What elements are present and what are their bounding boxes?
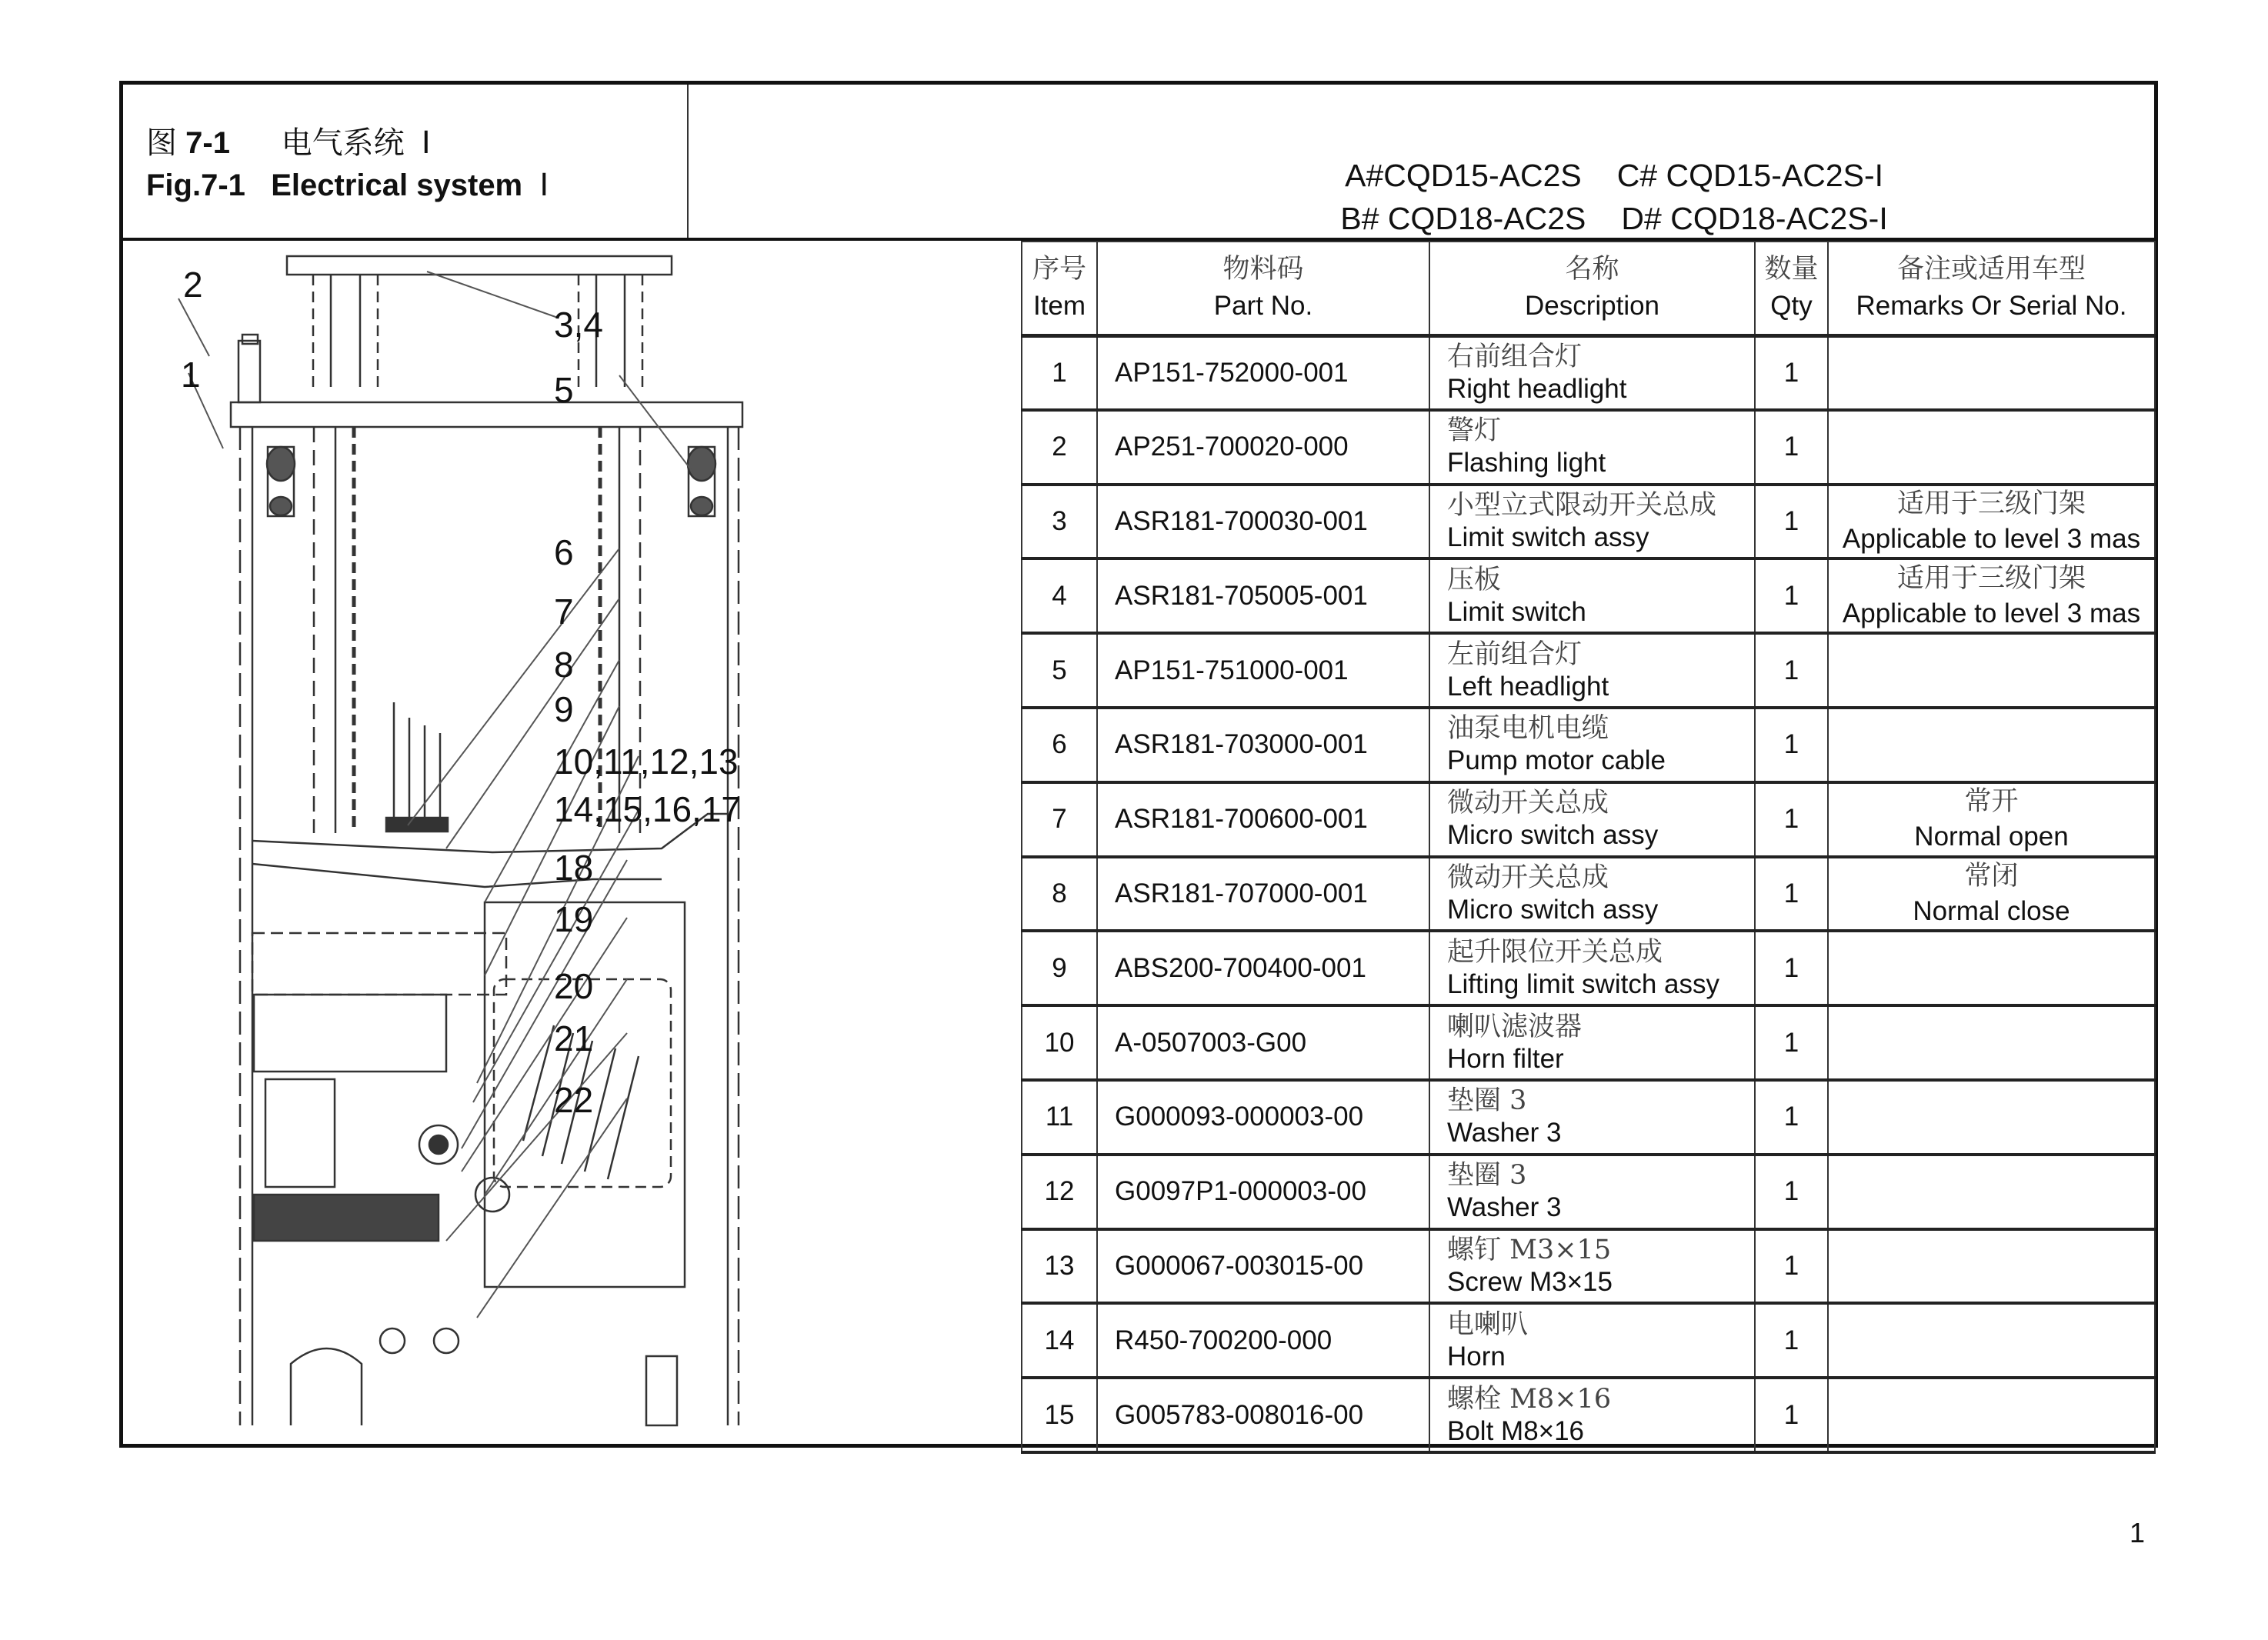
cell-part-no: ASR181-707000-001	[1097, 857, 1429, 932]
cell-part-no: ASR181-700030-001	[1097, 485, 1429, 559]
desc-cn: 微动开关总成	[1447, 788, 1609, 819]
cell-part-no: G0097P1-000003-00	[1097, 1155, 1429, 1229]
cell-remarks	[1828, 1303, 2155, 1378]
desc-en: Horn filter	[1447, 1043, 1564, 1074]
cell-qty: 1	[1755, 410, 1828, 485]
table-header-row	[1022, 242, 2155, 335]
desc-en: Micro switch assy	[1447, 894, 1659, 925]
cell-qty: 1	[1755, 1080, 1828, 1155]
cell-remarks	[1828, 1005, 2155, 1080]
cell-qty: 1	[1755, 782, 1828, 857]
figure-title-block	[123, 85, 689, 238]
table-row	[1022, 1229, 2155, 1304]
cell-qty: 1	[1755, 931, 1828, 1005]
desc-en: Screw M3×15	[1447, 1266, 1613, 1297]
cell-part-no: AP151-751000-001	[1097, 633, 1429, 708]
cell-remarks	[1828, 485, 2155, 559]
desc-cn: 油泵电机电缆	[1447, 713, 1609, 745]
desc-cn: 起升限位开关总成	[1447, 936, 1663, 968]
cell-item: 4	[1022, 558, 1097, 633]
cell-part-no: R450-700200-000	[1097, 1303, 1429, 1378]
table-row	[1022, 410, 2155, 485]
cell-part-no: ASR181-700600-001	[1097, 782, 1429, 857]
callout-5: 5	[554, 370, 574, 410]
desc-en: Lifting limit switch assy	[1447, 968, 1719, 999]
cell-item: 14	[1022, 1303, 1097, 1378]
desc-cn: 喇叭滤波器	[1447, 1011, 1583, 1042]
remark-en: Applicable to level 3 mas	[1842, 523, 2141, 554]
cell-part-no: A-0507003-G00	[1097, 1005, 1429, 1080]
cell-qty: 1	[1755, 485, 1828, 559]
callout-18: 18	[554, 848, 594, 888]
callout-6: 6	[554, 532, 574, 572]
applicable-models	[689, 85, 2154, 238]
desc-cn: 压板	[1447, 564, 1502, 595]
table-row	[1022, 633, 2155, 708]
table-row	[1022, 1155, 2155, 1229]
table-row	[1022, 335, 2155, 410]
model-b: B# CQD18-AC2S	[1340, 201, 1586, 236]
cell-qty: 1	[1755, 1378, 1828, 1452]
desc-en: Limit switch	[1447, 596, 1586, 627]
cell-qty: 1	[1755, 1155, 1828, 1229]
cell-remarks	[1828, 1229, 2155, 1304]
desc-en: Flashing light	[1447, 448, 1606, 478]
cell-item: 9	[1022, 931, 1097, 1005]
cell-description	[1429, 1378, 1755, 1452]
cell-part-no: G000093-000003-00	[1097, 1080, 1429, 1155]
table-row	[1022, 558, 2155, 633]
cell-remarks	[1828, 782, 2155, 857]
cell-qty: 1	[1755, 1005, 1828, 1080]
callout-21: 21	[554, 1018, 594, 1058]
remark-en: Applicable to level 3 mas	[1842, 598, 2141, 628]
cell-item: 11	[1022, 1080, 1097, 1155]
forklift-schematic-icon	[123, 241, 1021, 1444]
desc-cn: 小型立式限动开关总成	[1447, 489, 1717, 521]
parts-table	[1021, 241, 2156, 1454]
desc-cn: 右前组合灯	[1447, 341, 1583, 372]
cell-qty: 1	[1755, 1303, 1828, 1378]
desc-cn: 螺钉 M3×15	[1447, 1234, 1612, 1265]
cell-item: 3	[1022, 485, 1097, 559]
cell-remarks	[1828, 708, 2155, 782]
callout-20: 20	[554, 966, 594, 1006]
cell-description	[1429, 410, 1755, 485]
desc-en: Micro switch assy	[1447, 820, 1659, 851]
table-row	[1022, 1303, 2155, 1378]
page-number: 1	[2130, 1517, 2146, 1548]
cell-description	[1429, 708, 1755, 782]
cell-description	[1429, 1005, 1755, 1080]
callout-10-13: 10,11,12,13	[554, 742, 739, 782]
cell-description	[1429, 558, 1755, 633]
cell-description	[1429, 1155, 1755, 1229]
model-c: C# CQD15-AC2S-I	[1616, 158, 1884, 193]
table-row	[1022, 1005, 2155, 1080]
table-body	[1022, 335, 2155, 1452]
col-header-description: 名称 Description	[1429, 242, 1755, 335]
desc-en: Limit switch assy	[1447, 522, 1649, 552]
callout-7: 7	[554, 592, 574, 632]
cell-qty: 1	[1755, 708, 1828, 782]
remark-en: Normal close	[1913, 895, 2070, 926]
cell-part-no: ABS200-700400-001	[1097, 931, 1429, 1005]
desc-cn: 警灯	[1447, 415, 1502, 447]
cell-description	[1429, 931, 1755, 1005]
desc-en: Washer 3	[1447, 1192, 1562, 1223]
cell-part-no: AP151-752000-001	[1097, 335, 1429, 410]
cell-item: 5	[1022, 633, 1097, 708]
cell-remarks	[1828, 633, 2155, 708]
remark-cn: 常闭	[1964, 860, 2019, 892]
cell-qty: 1	[1755, 1229, 1828, 1304]
document-frame	[119, 81, 2158, 1448]
cell-description	[1429, 1080, 1755, 1155]
cell-part-no: ASR181-703000-001	[1097, 708, 1429, 782]
table-row	[1022, 708, 2155, 782]
cell-remarks	[1828, 931, 2155, 1005]
table-row	[1022, 1378, 2155, 1452]
col-header-item: 序号 Item	[1022, 242, 1097, 335]
callout-22: 22	[554, 1080, 594, 1120]
desc-en: Bolt M8×16	[1447, 1415, 1585, 1446]
cell-qty: 1	[1755, 335, 1828, 410]
cell-remarks	[1828, 335, 2155, 410]
desc-cn: 垫圈 3	[1447, 1160, 1527, 1192]
desc-en: Horn	[1447, 1341, 1506, 1372]
remark-en: Normal open	[1914, 822, 2069, 852]
cell-item: 7	[1022, 782, 1097, 857]
cell-item: 13	[1022, 1229, 1097, 1304]
electrical-system-drawing	[123, 241, 1021, 1444]
cell-description	[1429, 1229, 1755, 1304]
desc-en: Right headlight	[1447, 373, 1627, 404]
cell-item: 12	[1022, 1155, 1097, 1229]
callout-1: 1	[181, 355, 201, 395]
table-row	[1022, 782, 2155, 857]
cell-item: 15	[1022, 1378, 1097, 1452]
table-row	[1022, 1080, 2155, 1155]
figure-title-cn: 图 7-1 电气系统 Ⅰ	[146, 126, 431, 160]
cell-item: 10	[1022, 1005, 1097, 1080]
cell-description	[1429, 857, 1755, 932]
cell-qty: 1	[1755, 558, 1828, 633]
callout-14-17: 14,15,16,17	[554, 789, 742, 829]
desc-en: Pump motor cable	[1447, 745, 1666, 776]
callout-19: 19	[554, 899, 594, 939]
remark-cn: 常开	[1964, 786, 2019, 818]
cell-qty: 1	[1755, 857, 1828, 932]
model-a: A#CQD15-AC2S	[1345, 158, 1582, 193]
cell-part-no: G000067-003015-00	[1097, 1229, 1429, 1304]
cell-item: 8	[1022, 857, 1097, 932]
cell-description	[1429, 633, 1755, 708]
cell-item: 6	[1022, 708, 1097, 782]
cell-remarks	[1828, 410, 2155, 485]
cell-item: 2	[1022, 410, 1097, 485]
desc-cn: 电喇叭	[1447, 1308, 1529, 1340]
desc-cn: 微动开关总成	[1447, 862, 1609, 893]
model-d: D# CQD18-AC2S-I	[1621, 201, 1888, 236]
cell-description	[1429, 485, 1755, 559]
cell-part-no: G005783-008016-00	[1097, 1378, 1429, 1452]
callout-3-4: 3,4	[554, 305, 603, 345]
figure-header	[123, 85, 2154, 241]
desc-cn: 左前组合灯	[1447, 638, 1583, 670]
cell-remarks	[1828, 1378, 2155, 1452]
callout-8: 8	[554, 645, 574, 685]
cell-remarks	[1828, 1155, 2155, 1229]
cell-remarks	[1828, 1080, 2155, 1155]
figure-title-en: Fig.7-1 Electrical system Ⅰ	[146, 168, 549, 202]
cell-description	[1429, 782, 1755, 857]
cell-part-no: ASR181-705005-001	[1097, 558, 1429, 633]
col-header-part-no: 物料码 Part No.	[1097, 242, 1429, 335]
cell-description	[1429, 1303, 1755, 1378]
desc-en: Washer 3	[1447, 1118, 1562, 1148]
remark-cn: 适用于三级门架	[1896, 488, 2086, 519]
remark-cn: 适用于三级门架	[1896, 562, 2086, 594]
col-header-remarks: 备注或适用车型 Remarks Or Serial No.	[1828, 242, 2155, 335]
desc-cn: 螺栓 M8×16	[1447, 1383, 1612, 1415]
table-row	[1022, 485, 2155, 559]
table-row	[1022, 931, 2155, 1005]
callout-9: 9	[554, 689, 574, 729]
desc-en: Left headlight	[1447, 671, 1609, 702]
callout-2: 2	[183, 265, 203, 305]
cell-qty: 1	[1755, 633, 1828, 708]
cell-remarks	[1828, 857, 2155, 932]
col-header-qty: 数量 Qty	[1755, 242, 1828, 335]
table-row	[1022, 857, 2155, 932]
cell-item: 1	[1022, 335, 1097, 410]
cell-remarks	[1828, 558, 2155, 633]
cell-part-no: AP251-700020-000	[1097, 410, 1429, 485]
desc-cn: 垫圈 3	[1447, 1085, 1527, 1117]
cell-description	[1429, 335, 1755, 410]
